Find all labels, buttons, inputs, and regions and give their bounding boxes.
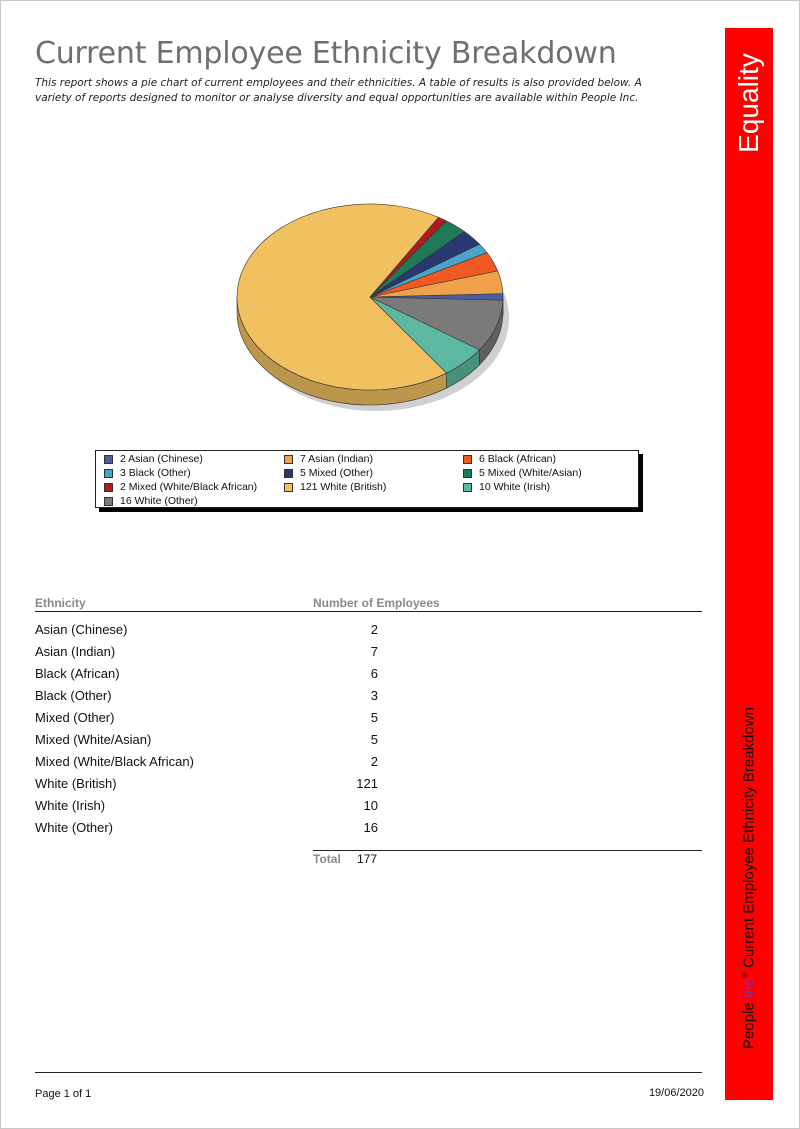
table-row-count: 2 xyxy=(370,754,378,769)
legend-swatch xyxy=(463,455,472,464)
table-row-ethnicity: White (Irish) xyxy=(35,798,106,813)
col-header-count: Number of Employees xyxy=(313,596,440,610)
total-label: Total xyxy=(313,852,341,866)
table-row-ethnicity: Mixed (White/Black African) xyxy=(35,754,194,769)
legend-swatch xyxy=(284,455,293,464)
legend-swatch xyxy=(104,483,113,492)
table-row-count: 2 xyxy=(370,622,378,637)
table-row-ethnicity: Asian (Chinese) xyxy=(35,622,128,637)
table-row-ethnicity: White (Other) xyxy=(35,820,114,835)
page-title: Current Employee Ethnicity Breakdown xyxy=(35,36,617,71)
legend-label: 121 White (British) xyxy=(300,481,387,493)
legend-swatch xyxy=(284,469,293,478)
table-row-ethnicity: Mixed (Other) xyxy=(35,710,115,725)
legend-label: 5 Mixed (Other) xyxy=(300,467,373,479)
side-report-label xyxy=(725,680,773,1075)
legend-swatch xyxy=(284,483,293,492)
brand-inc: Inc xyxy=(740,977,758,998)
side-report-label-text xyxy=(741,707,758,1049)
legend-label: 16 White (Other) xyxy=(120,495,198,507)
table-row-count: 16 xyxy=(363,820,378,835)
table-row-count: 7 xyxy=(370,644,378,659)
report-date: 19/06/2020 xyxy=(648,1087,704,1099)
chart-legend xyxy=(95,450,639,508)
table-row-ethnicity: White (British) xyxy=(35,776,117,791)
total-rule xyxy=(313,850,702,851)
brand-people: People xyxy=(740,1001,758,1049)
page-number: Page 1 of 1 xyxy=(35,1088,92,1100)
legend-label: 6 Black (African) xyxy=(479,453,557,465)
report-description: This report shows a pie chart of current employees and their ethnicities. A table of results is also provided below. A variety of reports designed to monitor or analyse diversity and equal opportunities are available within People Inc. xyxy=(35,77,642,104)
col-header-ethnicity: Ethnicity xyxy=(35,596,86,610)
legend-swatch xyxy=(104,497,113,506)
pie-chart xyxy=(210,190,530,430)
side-report-name: Current Employee Ethnicity Breakdown xyxy=(740,706,758,968)
legend-label: 3 Black (Other) xyxy=(120,467,191,479)
legend-label: 10 White (Irish) xyxy=(479,481,551,493)
table-row-count: 6 xyxy=(370,666,378,681)
footer-rule xyxy=(35,1072,702,1073)
header-rule xyxy=(35,611,702,612)
table-row-count: 3 xyxy=(370,688,378,703)
total-value: 177 xyxy=(357,852,378,866)
legend-label: 2 Mixed (White/Black African) xyxy=(120,481,258,493)
table-row-ethnicity: Black (African) xyxy=(35,666,120,681)
legend-label: 5 Mixed (White/Asian) xyxy=(479,467,582,479)
section-label-text: Equality xyxy=(733,53,764,153)
brand-mark: ® xyxy=(740,971,750,978)
table-row-count: 10 xyxy=(363,798,378,813)
table-row-ethnicity: Asian (Indian) xyxy=(35,644,116,659)
table-row-count: 5 xyxy=(370,732,378,747)
table-row-ethnicity: Mixed (White/Asian) xyxy=(35,732,152,747)
table-row-count: 121 xyxy=(356,776,378,791)
legend-label: 2 Asian (Chinese) xyxy=(120,453,203,465)
legend-swatch xyxy=(104,455,113,464)
legend-label: 7 Asian (Indian) xyxy=(300,453,373,465)
legend-swatch xyxy=(463,469,472,478)
legend-swatch xyxy=(463,483,472,492)
table-row-count: 5 xyxy=(370,710,378,725)
side-section-label xyxy=(725,28,773,178)
legend-swatch xyxy=(104,469,113,478)
table-row-ethnicity: Black (Other) xyxy=(35,688,112,703)
